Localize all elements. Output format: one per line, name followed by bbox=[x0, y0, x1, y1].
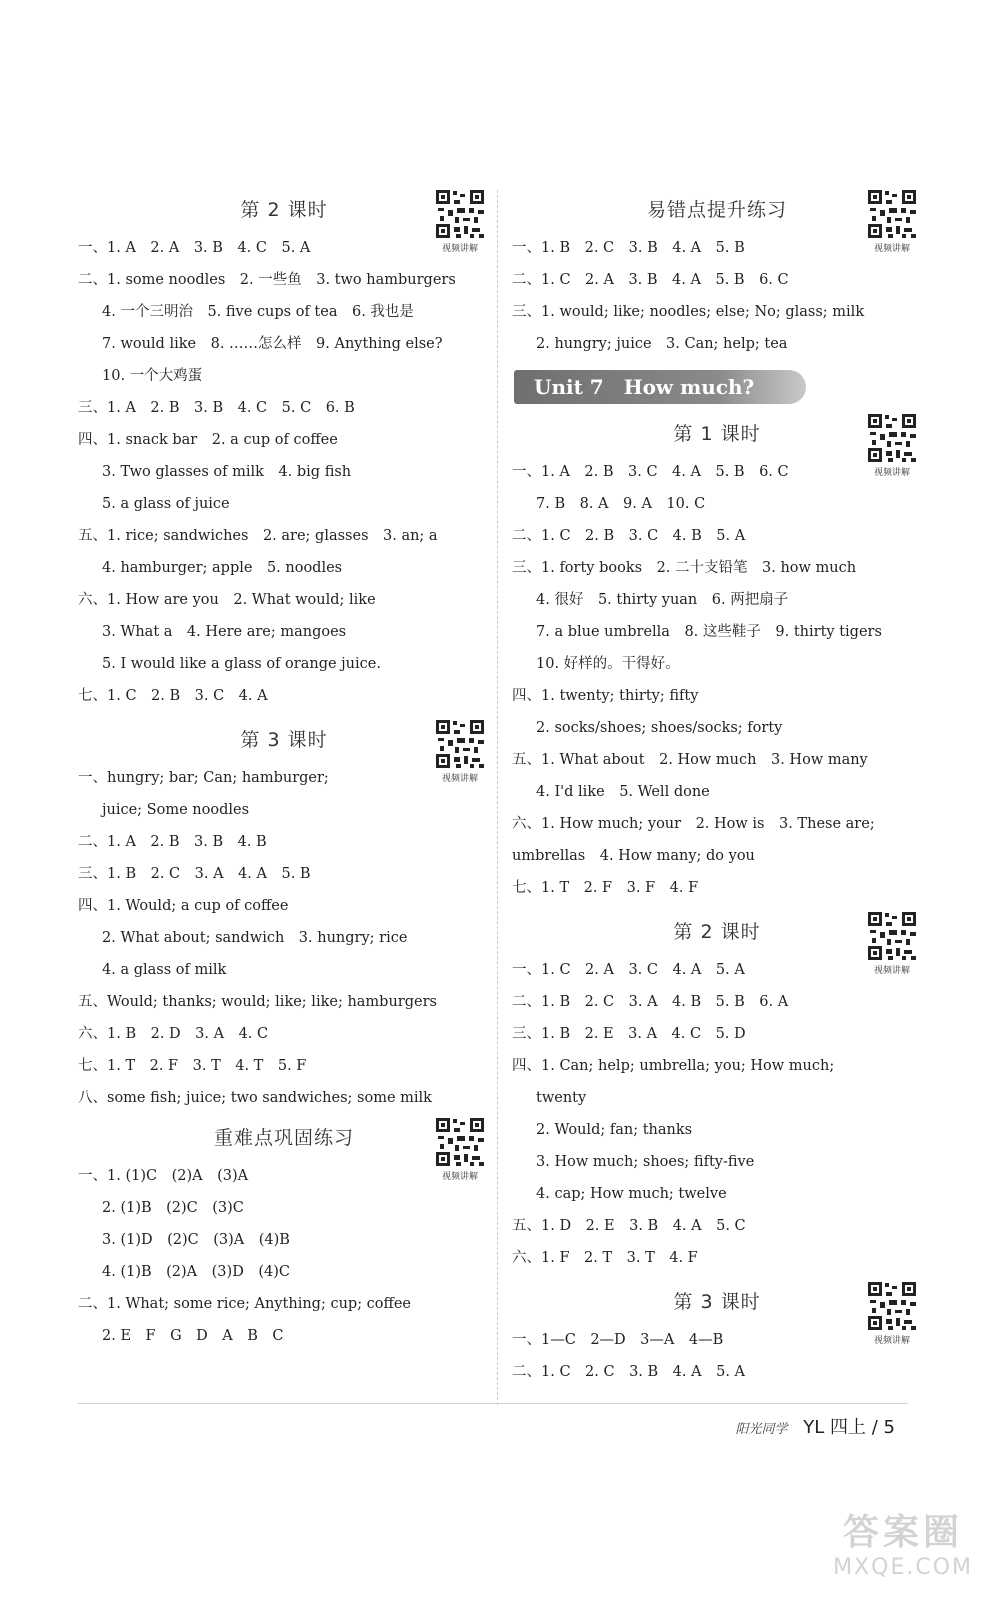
section-title: 重难点巩固练习 bbox=[213, 1127, 354, 1149]
watermark-logo: 答案圈 bbox=[843, 1512, 964, 1553]
answer-line: 二、1. A 2. B 3. B 4. B bbox=[78, 834, 267, 850]
right-section-2 bbox=[512, 412, 922, 904]
answer-line: 2. Would; fan; thanks bbox=[536, 1122, 693, 1138]
answer-line: 五、1. rice; sandwiches 2. are; glasses 3. an; a bbox=[78, 528, 438, 544]
answer-line: 3. What a 4. Here are; mangoes bbox=[102, 624, 347, 640]
unit-banner: Unit 7 How much? bbox=[514, 370, 806, 404]
answer-line: 3. (1)D (2)C (3)A (4)B bbox=[102, 1232, 290, 1248]
answer-line: 4. (1)B (2)A (3)D (4)C bbox=[102, 1264, 290, 1280]
right-section-1 bbox=[512, 188, 922, 360]
qr-label: 视频讲解 bbox=[873, 468, 910, 478]
answer-line: 7. a blue umbrella 8. 这些鞋子 9. thirty tigers bbox=[536, 624, 882, 640]
right-section-4 bbox=[512, 1280, 922, 1388]
answer-line: 二、1. some noodles 2. 一些鱼 3. two hamburgers bbox=[78, 272, 456, 288]
qr-label: 视频讲解 bbox=[441, 1172, 478, 1182]
answer-line: twenty bbox=[536, 1090, 587, 1106]
answer-line: 2. E F G D A B C bbox=[102, 1328, 284, 1344]
answer-line: 3. How much; shoes; fifty-five bbox=[536, 1154, 755, 1170]
answer-line: juice; Some noodles bbox=[102, 802, 250, 818]
answer-line: 2. What about; sandwich 3. hungry; rice bbox=[102, 930, 408, 946]
answer-line: 4. cap; How much; twelve bbox=[536, 1186, 727, 1202]
qr-code[interactable] bbox=[862, 1280, 922, 1346]
answer-line: 二、1. B 2. C 3. A 4. B 5. B 6. A bbox=[512, 994, 789, 1010]
answer-line: 八、some fish; juice; two sandwiches; some milk bbox=[78, 1090, 432, 1106]
answer-line: 四、1. snack bar 2. a cup of coffee bbox=[78, 432, 338, 448]
answer-line: 五、1. D 2. E 3. B 4. A 5. C bbox=[512, 1218, 746, 1234]
answer-line: 4. a glass of milk bbox=[102, 962, 227, 978]
watermark bbox=[833, 1504, 973, 1580]
qr-code[interactable] bbox=[862, 188, 922, 254]
answer-line: 四、1. Can; help; umbrella; you; How much; bbox=[512, 1058, 835, 1074]
answer-line: 四、1. twenty; thirty; fifty bbox=[512, 688, 699, 704]
section-title: 第 2 课时 bbox=[240, 199, 328, 221]
qr-label: 视频讲解 bbox=[441, 244, 478, 254]
qr-code-icon bbox=[866, 1280, 918, 1332]
answer-line: 三、1. B 2. C 3. A 4. A 5. B bbox=[78, 866, 311, 882]
qr-label: 视频讲解 bbox=[873, 966, 910, 976]
answer-line: 二、1. C 2. B 3. C 4. B 5. A bbox=[512, 528, 746, 544]
answer-line: 2. (1)B (2)C (3)C bbox=[102, 1200, 244, 1216]
column-divider bbox=[497, 190, 498, 1405]
answer-line: 4. 一个三明治 5. five cups of tea 6. 我也是 bbox=[102, 304, 414, 320]
answer-line: 2. hungry; juice 3. Can; help; tea bbox=[536, 336, 788, 352]
section-title: 第 3 课时 bbox=[240, 729, 328, 751]
answer-line: 10. 一个大鸡蛋 bbox=[102, 368, 203, 384]
answer-line: 五、1. What about 2. How much 3. How many bbox=[512, 752, 868, 768]
answer-line: 七、1. T 2. F 3. T 4. T 5. F bbox=[78, 1058, 307, 1074]
qr-code[interactable] bbox=[430, 1116, 490, 1182]
qr-code[interactable] bbox=[430, 718, 490, 784]
answer-line: 六、1. B 2. D 3. A 4. C bbox=[78, 1026, 269, 1042]
answer-line: 二、1. C 2. A 3. B 4. A 5. B 6. C bbox=[512, 272, 789, 288]
answer-line: 一、1—C 2—D 3—A 4—B bbox=[512, 1332, 724, 1348]
answer-line: 三、1. A 2. B 3. B 4. C 5. C 6. B bbox=[78, 400, 355, 416]
qr-code[interactable] bbox=[862, 412, 922, 478]
answer-line: 4. hamburger; apple 5. noodles bbox=[102, 560, 343, 576]
section-title: 第 3 课时 bbox=[673, 1291, 761, 1313]
answer-line: 四、1. Would; a cup of coffee bbox=[78, 898, 289, 914]
answer-line: 3. Two glasses of milk 4. big fish bbox=[102, 464, 352, 480]
qr-code-icon bbox=[434, 188, 486, 240]
qr-label: 视频讲解 bbox=[873, 244, 910, 254]
answer-line: 七、1. T 2. F 3. F 4. F bbox=[512, 880, 699, 896]
page-footer bbox=[736, 1413, 895, 1439]
answer-line: 一、1. A 2. B 3. C 4. A 5. B 6. C bbox=[512, 464, 789, 480]
answer-line: 2. socks/shoes; shoes/socks; forty bbox=[536, 720, 783, 736]
qr-code-icon bbox=[434, 1116, 486, 1168]
answer-line: 五、Would; thanks; would; like; like; hamburgers bbox=[78, 994, 437, 1010]
answer-line: 5. I would like a glass of orange juice. bbox=[102, 656, 381, 672]
qr-code-icon bbox=[866, 910, 918, 962]
answer-line: 一、1. (1)C (2)A (3)A bbox=[78, 1168, 249, 1184]
answer-line: 7. B 8. A 9. A 10. C bbox=[536, 496, 706, 512]
qr-code[interactable] bbox=[430, 188, 490, 254]
answer-line: 七、1. C 2. B 3. C 4. A bbox=[78, 688, 268, 704]
answer-line: 三、1. forty books 2. 二十支铅笔 3. how much bbox=[512, 560, 857, 576]
answer-line: 一、hungry; bar; Can; hamburger; bbox=[78, 770, 329, 786]
answer-line: 4. I'd like 5. Well done bbox=[536, 784, 710, 800]
answer-line: 三、1. B 2. E 3. A 4. C 5. D bbox=[512, 1026, 746, 1042]
answer-line: 7. would like 8. ……怎么样 9. Anything else? bbox=[102, 336, 443, 352]
qr-code[interactable] bbox=[862, 910, 922, 976]
answer-line: 六、1. How are you 2. What would; like bbox=[78, 592, 376, 608]
page-number: YL 四上 / 5 bbox=[803, 1417, 895, 1438]
answer-line: 4. 很好 5. thirty yuan 6. 两把扇子 bbox=[536, 592, 789, 608]
left-column bbox=[78, 188, 490, 1352]
watermark-url: MXQE.COM bbox=[833, 1555, 973, 1580]
answer-line: 六、1. F 2. T 3. T 4. F bbox=[512, 1250, 698, 1266]
qr-label: 视频讲解 bbox=[441, 774, 478, 784]
left-section-1 bbox=[78, 188, 490, 712]
answer-line: 一、1. B 2. C 3. B 4. A 5. B bbox=[512, 240, 745, 256]
section-title: 第 2 课时 bbox=[673, 921, 761, 943]
footer-rule bbox=[78, 1403, 908, 1404]
qr-code-icon bbox=[866, 412, 918, 464]
qr-code-icon bbox=[434, 718, 486, 770]
left-section-3 bbox=[78, 1116, 490, 1352]
answer-line: 10. 好样的。干得好。 bbox=[536, 656, 680, 672]
qr-label: 视频讲解 bbox=[873, 1336, 910, 1346]
right-column bbox=[512, 188, 922, 1388]
answer-line: 5. a glass of juice bbox=[102, 496, 230, 512]
brand-logo: 阳光同学 bbox=[735, 1422, 788, 1437]
section-title: 第 1 课时 bbox=[673, 423, 761, 445]
section-title: 易错点提升练习 bbox=[646, 199, 787, 221]
answer-line: 六、1. How much; your 2. How is 3. These are; bbox=[512, 816, 875, 832]
right-section-3 bbox=[512, 910, 922, 1274]
answer-line: 一、1. A 2. A 3. B 4. C 5. A bbox=[78, 240, 311, 256]
left-section-2 bbox=[78, 718, 490, 1114]
answer-line: umbrellas 4. How many; do you bbox=[512, 848, 755, 864]
qr-code-icon bbox=[866, 188, 918, 240]
answer-line: 二、1. C 2. C 3. B 4. A 5. A bbox=[512, 1364, 746, 1380]
answer-line: 一、1. C 2. A 3. C 4. A 5. A bbox=[512, 962, 745, 978]
answer-line: 二、1. What; some rice; Anything; cup; coffee bbox=[78, 1296, 411, 1312]
answer-line: 三、1. would; like; noodles; else; No; glass; milk bbox=[512, 304, 865, 320]
